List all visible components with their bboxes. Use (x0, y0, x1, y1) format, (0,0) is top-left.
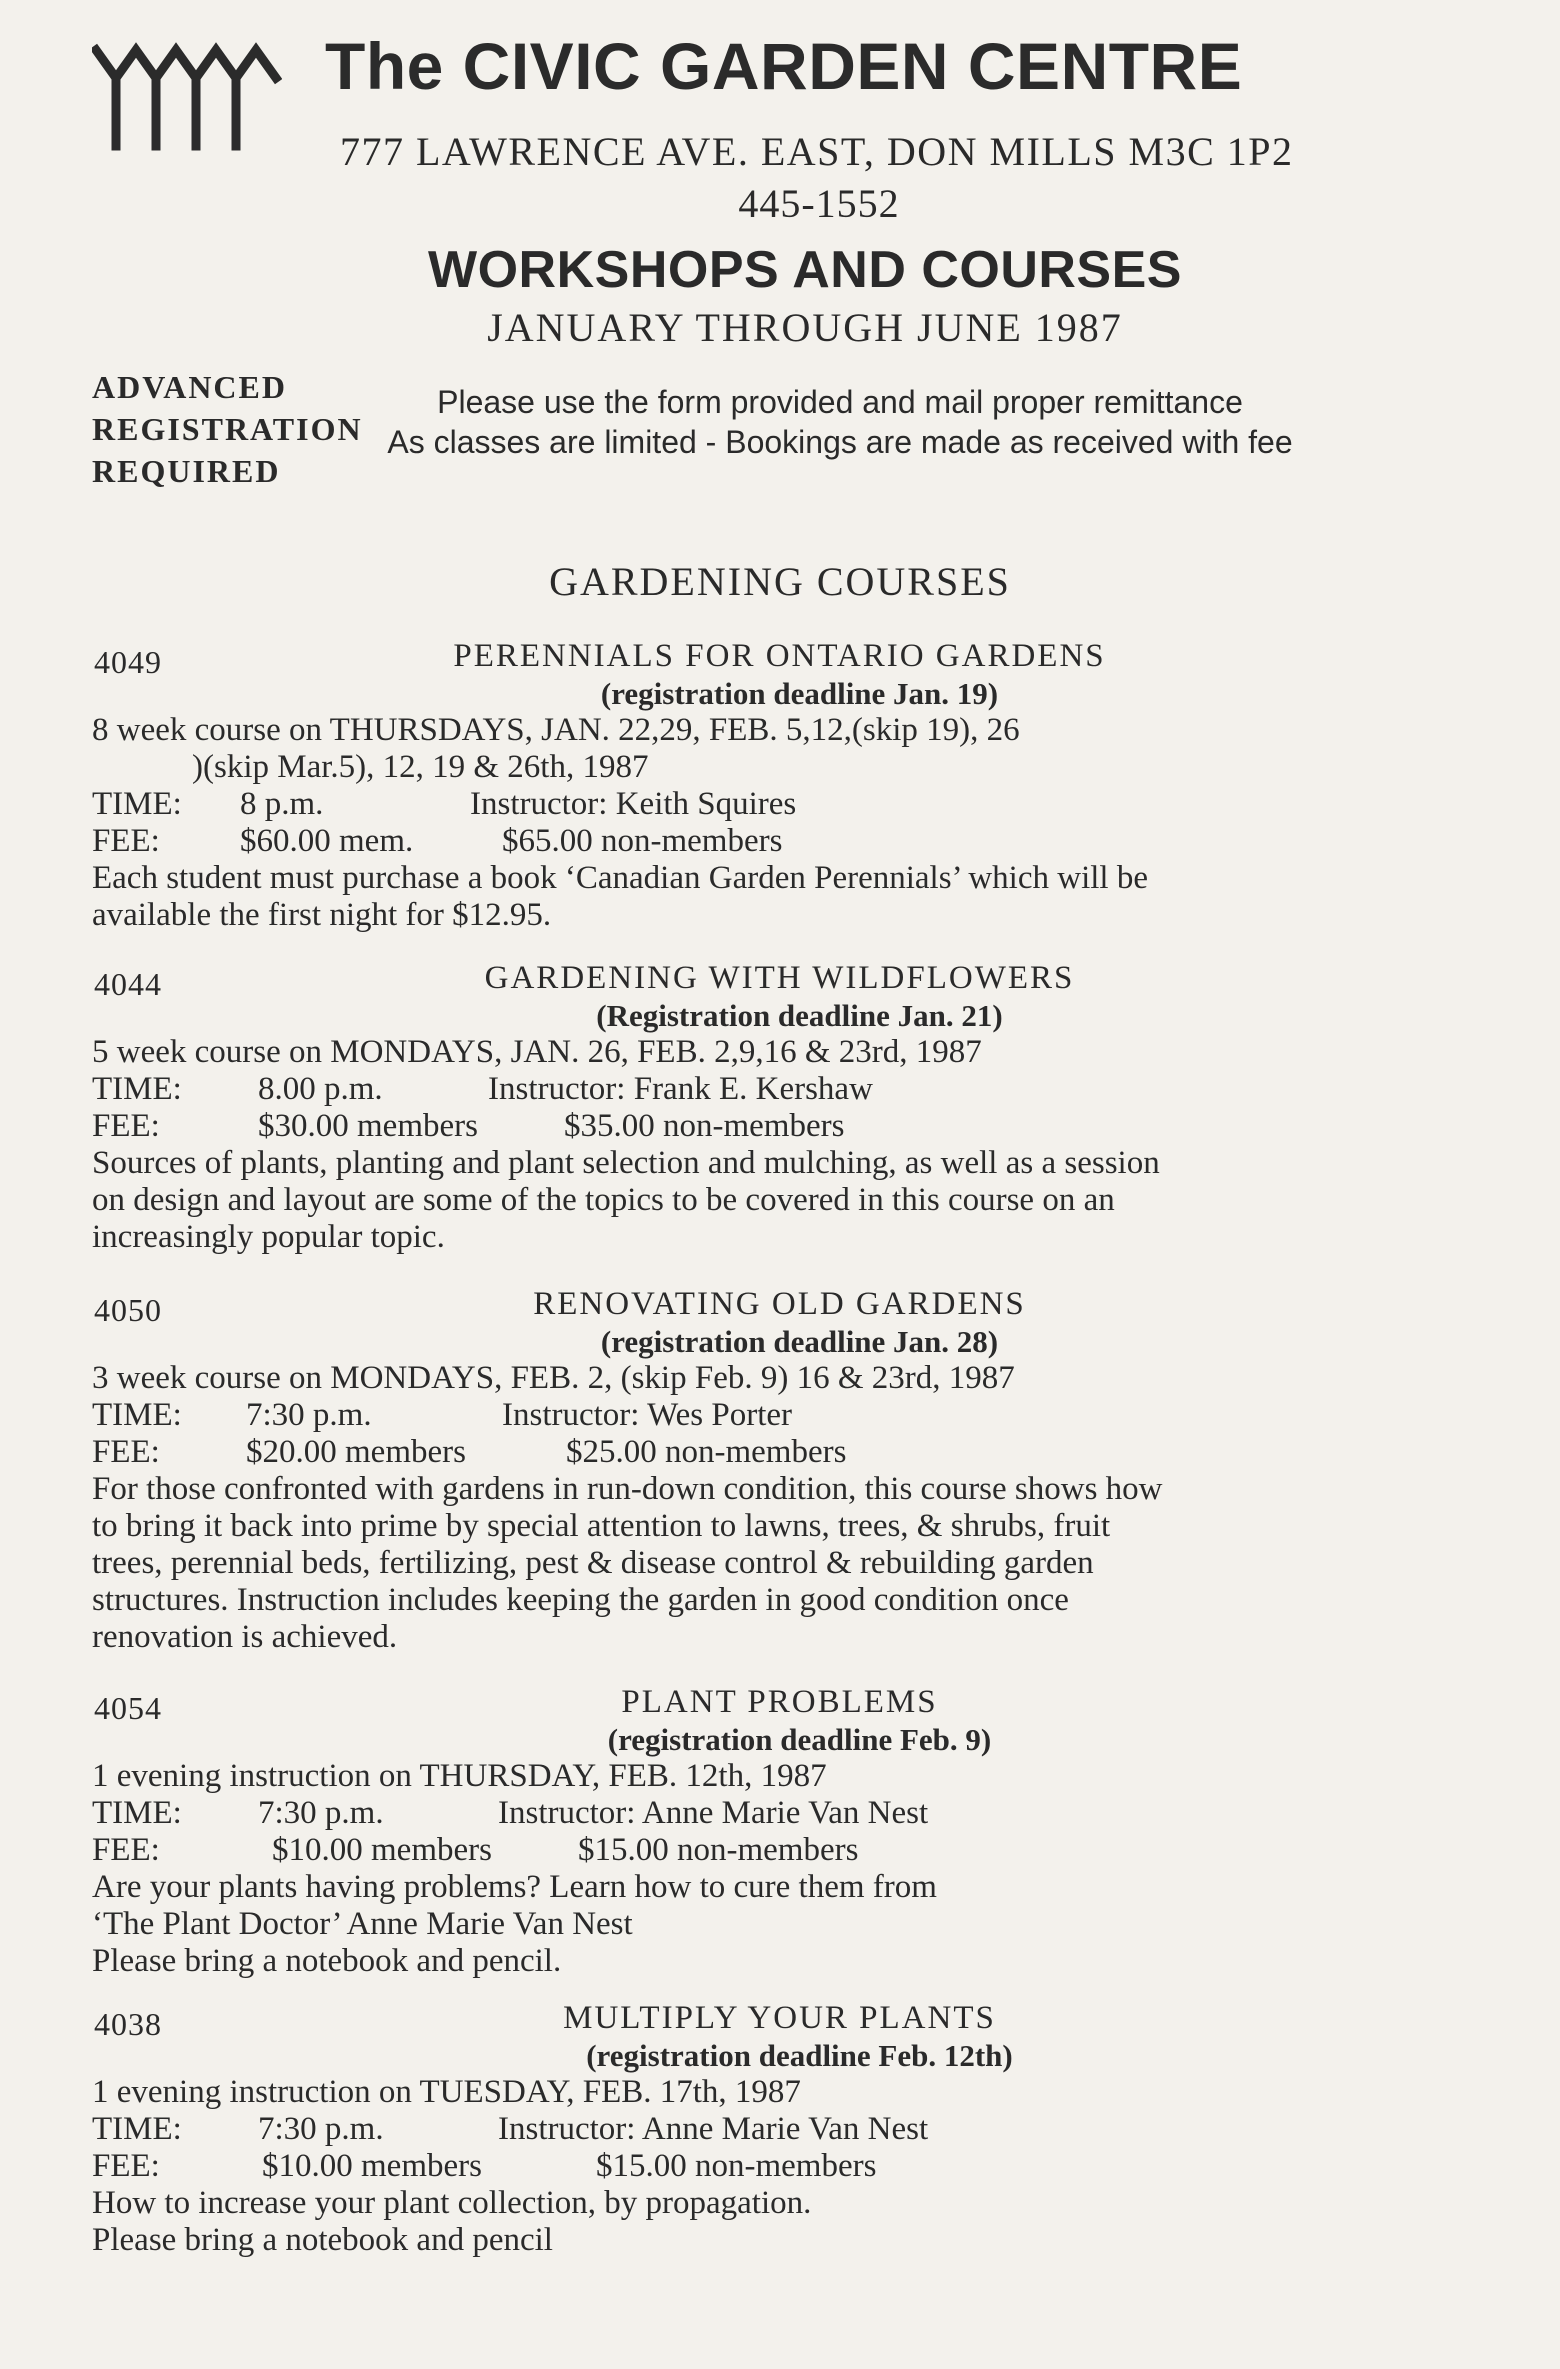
course-instructor: Instructor: Frank E. Kershaw (488, 1071, 873, 1107)
fee-non-members: $25.00 non-members (566, 1434, 847, 1470)
fee-non-members: $65.00 non-members (502, 823, 783, 859)
registration-deadline: (registration deadline Feb. 12th) (586, 2038, 1013, 2073)
phone-number: 445-1552 (738, 181, 900, 226)
civic-garden-centre-logo-icon (92, 42, 282, 152)
section-title: GARDENING COURSES (549, 559, 1011, 604)
course-block (92, 638, 1467, 934)
date-range: JANUARY THROUGH JUNE 1987 (487, 305, 1123, 350)
course-title: PLANT PROBLEMS (621, 1684, 938, 1720)
course-time: 8 p.m. (240, 786, 324, 822)
course-schedule-cont: )(skip Mar.5), 12, 19 & 26th, 1987 (192, 749, 649, 785)
course-time-row: TIME: 7:30 p.m. Instructor: Anne Marie Van Nest (92, 1795, 929, 1831)
course-title: PERENNIALS FOR ONTARIO GARDENS (453, 638, 1106, 674)
fee-members: $30.00 members (258, 1108, 478, 1144)
page-title: WORKSHOPS AND COURSES (428, 241, 1182, 299)
course-title: RENOVATING OLD GARDENS (533, 1286, 1026, 1322)
course-fee-row: FEE: $10.00 members $15.00 non-members (92, 2148, 877, 2184)
course-number: 4050 (94, 1292, 162, 1328)
course-number: 4038 (94, 2006, 162, 2042)
fee-members: $20.00 members (246, 1434, 466, 1470)
course-time-row: TIME: 7:30 p.m. Instructor: Anne Marie Van Nest (92, 2111, 929, 2147)
course-block (92, 1684, 1467, 1980)
course-schedule: 1 evening instruction on THURSDAY, FEB. 12th, 1987 (92, 1758, 827, 1794)
brand-title: The CIVIC GARDEN CENTRE (325, 29, 1243, 103)
fee-members: $10.00 members (262, 2148, 482, 2184)
course-description: Sources of plants, planting and plant selection and mulching, as well as a session on design and layout are some of the topics to be covered in this course on an increasingly popular topic. (92, 1145, 1160, 1255)
course-time: 7:30 p.m. (258, 1795, 384, 1831)
fee-non-members: $15.00 non-members (596, 2148, 877, 2184)
course-description: Are your plants having problems? Learn how to cure them from ‘The Plant Doctor’ Anne Marie Van Nest Please bring a notebook and pencil. (92, 1869, 937, 1979)
advanced-registration-notice: ADVANCED REGISTRATION REQUIRED (92, 369, 363, 489)
course-description: For those confronted with gardens in run-down condition, this course shows how to bring it back into prime by special attention to lawns, trees, & shrubs, fruit trees, perennial beds, fertilizing, pest & disease control & rebuilding garden structures. Instruction includes keeping the garden in good condition once renovation is achieved. (92, 1471, 1163, 1655)
registration-deadline: (registration deadline Feb. 9) (607, 1722, 992, 1757)
course-time: 7:30 p.m. (258, 2111, 384, 2147)
course-instructor: Instructor: Wes Porter (502, 1397, 793, 1433)
course-schedule: 3 week course on MONDAYS, FEB. 2, (skip Feb. 9) 16 & 23rd, 1987 (92, 1360, 1015, 1396)
fee-members: $60.00 mem. (240, 823, 414, 859)
course-schedule: 1 evening instruction on TUESDAY, FEB. 17th, 1987 (92, 2074, 801, 2110)
course-schedule: 8 week course on THURSDAYS, JAN. 22,29, FEB. 5,12,(skip 19), 26 (92, 712, 1020, 748)
course-title: GARDENING WITH WILDFLOWERS (484, 960, 1075, 996)
course-block (92, 1286, 1467, 1656)
course-fee-row: FEE: $30.00 members $35.00 non-members (92, 1108, 845, 1144)
course-fee-row: FEE: $20.00 members $25.00 non-members (92, 1434, 847, 1470)
registration-instructions: Please use the form provided and mail proper remittance As classes are limited - Bookings are made as received with fee (387, 384, 1293, 460)
registration-deadline: (Registration deadline Jan. 21) (596, 998, 1003, 1033)
course-instructor: Instructor: Anne Marie Van Nest (498, 1795, 929, 1831)
course-schedule: 5 week course on MONDAYS, JAN. 26, FEB. 2,9,16 & 23rd, 1987 (92, 1034, 982, 1070)
fee-non-members: $35.00 non-members (564, 1108, 845, 1144)
course-number: 4044 (94, 966, 162, 1002)
course-block (92, 2000, 1467, 2259)
course-instructor: Instructor: Keith Squires (470, 786, 797, 822)
course-fee-row: FEE: $10.00 members $15.00 non-members (92, 1832, 859, 1868)
course-description: How to increase your plant collection, by propagation. Please bring a notebook and pencil (92, 2185, 812, 2258)
course-time-row: TIME: 8.00 p.m. Instructor: Frank E. Kershaw (92, 1071, 873, 1107)
course-title: MULTIPLY YOUR PLANTS (563, 2000, 996, 2036)
course-number: 4049 (94, 644, 162, 680)
registration-deadline: (registration deadline Jan. 19) (600, 676, 999, 711)
course-time-row: TIME: 7:30 p.m. Instructor: Wes Porter (92, 1397, 793, 1433)
course-time: 8.00 p.m. (258, 1071, 383, 1107)
registration-deadline: (registration deadline Jan. 28) (600, 1324, 999, 1359)
course-fee-row: FEE: $60.00 mem. $65.00 non-members (92, 823, 783, 859)
course-time-row: TIME: 8 p.m. Instructor: Keith Squires (92, 786, 797, 822)
course-number: 4054 (94, 1690, 162, 1726)
course-description: Each student must purchase a book ‘Canadian Garden Perennials’ which will be available the first night for $12.95. (92, 860, 1148, 933)
address: 777 LAWRENCE AVE. EAST, DON MILLS M3C 1P2 (340, 129, 1294, 174)
course-instructor: Instructor: Anne Marie Van Nest (498, 2111, 929, 2147)
fee-non-members: $15.00 non-members (578, 1832, 859, 1868)
fee-members: $10.00 members (272, 1832, 492, 1868)
course-block (92, 960, 1467, 1256)
course-time: 7:30 p.m. (246, 1397, 372, 1433)
